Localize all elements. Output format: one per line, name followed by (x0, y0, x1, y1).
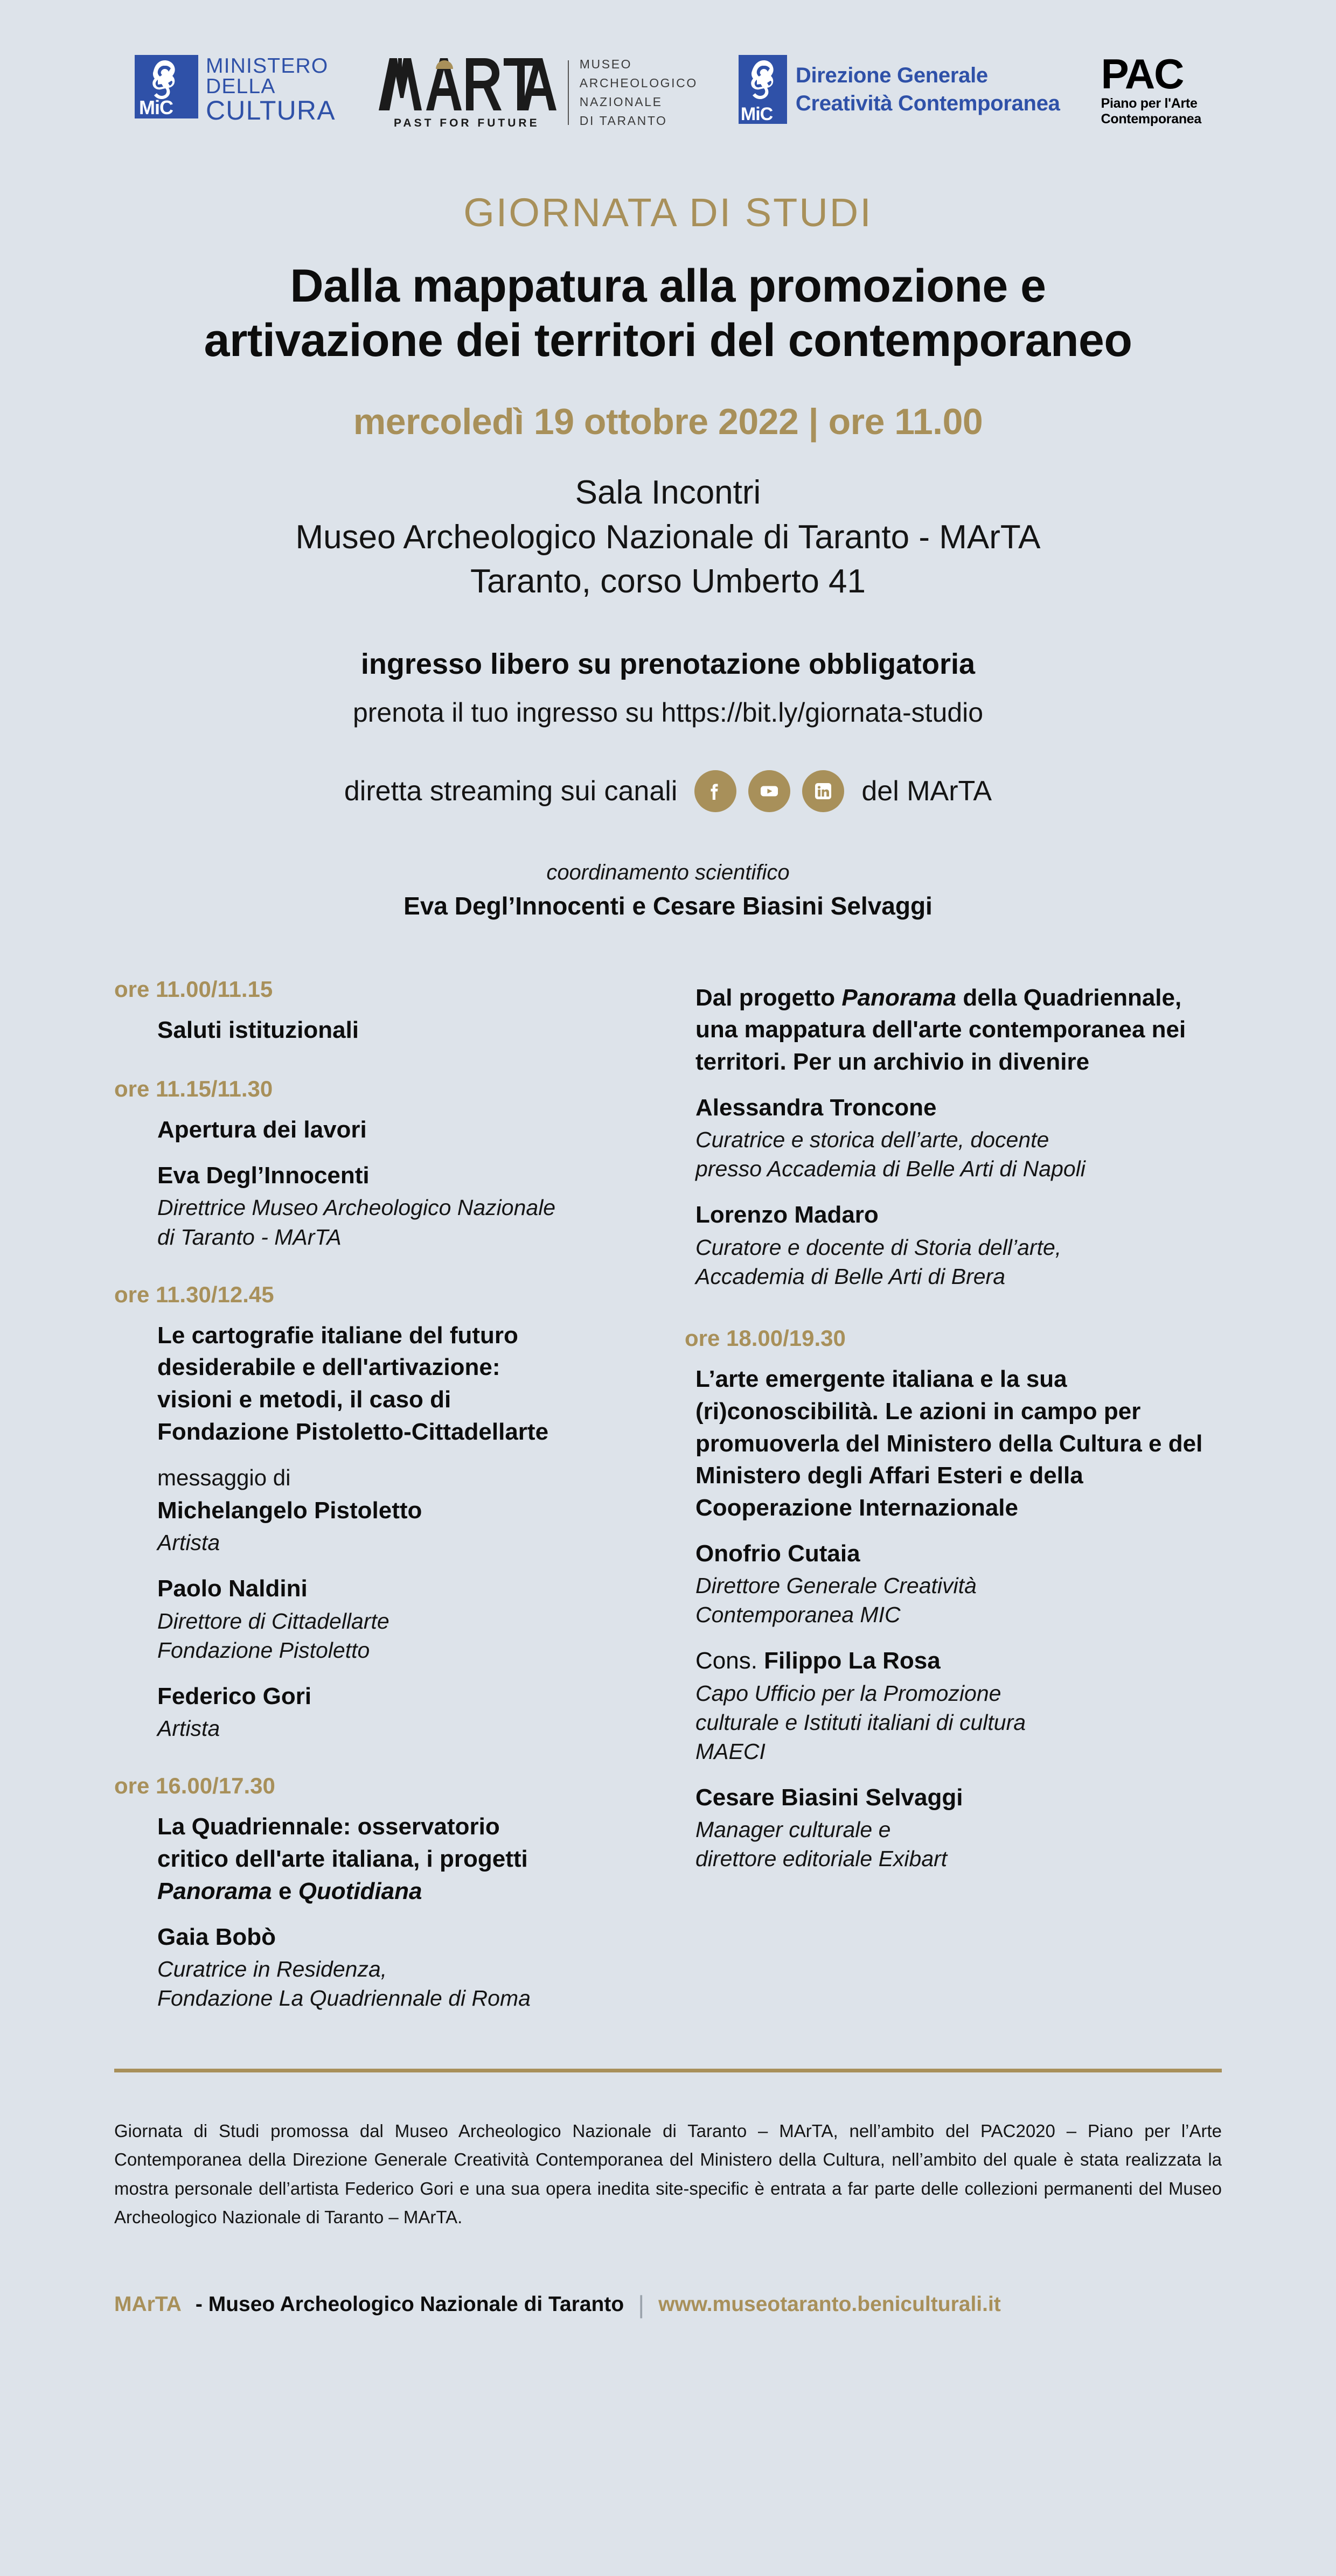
social-links (694, 770, 844, 812)
slot-topic: Apertura dei lavori (157, 1116, 367, 1143)
mic-wordmark-2: MiC (740, 104, 773, 124)
logo-ministero-della-cultura (135, 55, 336, 123)
program-slot (114, 976, 652, 1046)
slot-time: ore 11.00/11.15 (114, 976, 273, 1002)
topic-line: desiderabile e dell'artivazione: (157, 1354, 500, 1381)
speaker-role-line: Artista (157, 1715, 220, 1741)
topic-mid: e (272, 1877, 298, 1904)
speaker-role-line: Manager culturale e (695, 1817, 891, 1842)
ministero-line3: CULTURA (205, 95, 336, 125)
speaker-role-line: Artista (157, 1530, 220, 1555)
speaker-name: Federico Gori (157, 1683, 312, 1709)
slot-topic (695, 982, 1223, 1078)
speaker-role (157, 1193, 652, 1251)
speaker-role-line: Capo Ufficio per la Promozione (695, 1680, 1001, 1706)
slot-time: ore 11.15/11.30 (114, 1076, 273, 1102)
speaker-role (695, 1233, 1223, 1291)
mic-emblem-icon (135, 55, 198, 118)
speaker-name: Eva Degl’Innocenti (157, 1162, 370, 1189)
topic-pre: Dal progetto (695, 984, 842, 1011)
slot-time: ore 11.30/12.45 (114, 1281, 274, 1307)
speaker-name: Onofrio Cutaia (695, 1540, 860, 1567)
ministero-line2: DELLA (205, 74, 276, 98)
topic-em-2: Quotidiana (298, 1877, 422, 1904)
topic-line: La Quadriennale: osservatorio (157, 1813, 500, 1840)
marta-sub-4: DI TARANTO (579, 113, 667, 128)
speaker-role-line: culturale e Istituti italiani di cultura (695, 1709, 1026, 1735)
speaker-name-text: Filippo La Rosa (764, 1647, 941, 1674)
slot-time: ore 18.00/19.30 (685, 1325, 846, 1351)
venue-line-2: Museo Archeologico Nazionale di Taranto - MArTA (295, 518, 1041, 556)
topic-line: Le cartografie italiane del futuro (157, 1322, 518, 1349)
speaker-role-line: Contemporanea MIC (695, 1602, 901, 1628)
speaker-role (695, 1125, 1223, 1183)
speaker-role (695, 1571, 1223, 1629)
speaker-role-line: Fondazione Pistoletto (157, 1637, 370, 1663)
footer-divider (114, 2069, 1222, 2072)
speaker-role (157, 1528, 652, 1557)
facebook-icon[interactable] (694, 770, 736, 812)
program-column-left (114, 976, 652, 2013)
pac-line2: Contemporanea (1101, 111, 1202, 127)
speaker-name: Cesare Biasini Selvaggi (695, 1784, 963, 1811)
speaker-role (695, 1679, 1223, 1766)
speaker-role-line: Direttore di Cittadellarte (157, 1608, 389, 1633)
program-slot (114, 1282, 652, 1743)
speaker-role-line: Curatrice e storica dell’arte, docente (695, 1127, 1049, 1153)
mic-emblem-icon-2 (739, 55, 787, 124)
speaker-role (695, 1815, 1223, 1873)
speaker-role-line: Fondazione La Quadriennale di Roma (157, 1985, 531, 2010)
slot-topic: Saluti istituzionali (157, 1016, 359, 1043)
speaker-role-line: Direttore Generale Creatività (695, 1573, 977, 1598)
streaming-suffix: del MArTA (861, 775, 992, 807)
direzione-line2: Creatività Contemporanea (795, 92, 1060, 115)
topic-post: della Quadriennale, una mappatura dell'arte contemporanea nei territori. Per un archivio in divenire (695, 984, 1186, 1076)
footer-separator: | (638, 2290, 645, 2319)
speaker-name: Michelangelo Pistoletto (157, 1497, 422, 1524)
speaker-name: Gaia Bobò (157, 1923, 276, 1950)
speaker-role-line: Curatore e docente di Storia dell’arte, (695, 1234, 1062, 1260)
footer-website[interactable]: www.museotaranto.beniculturali.it (658, 2292, 1001, 2316)
speaker-role-line: Direttrice Museo Archeologico Nazionale (157, 1195, 556, 1220)
speaker-name: Lorenzo Madaro (695, 1202, 879, 1228)
slot-topic: L’arte emergente italiana e la sua (ri)conoscibilità. Le azioni in campo per promuoverla del Ministero della Cultura e del Ministero degli Affari Esteri e della Cooperazione Internazionale (695, 1365, 1203, 1521)
topic-line (157, 1875, 652, 1908)
program-slot (685, 1325, 1223, 1873)
pac-line1: Piano per l'Arte (1101, 96, 1198, 111)
event-datetime: mercoledì 19 ottobre 2022 | ore 11.00 (353, 401, 983, 443)
coordination-label: coordinamento scientifico (546, 860, 790, 884)
title-line-2: artivazione dei territori del contemporaneo (204, 314, 1132, 366)
speaker-role-line: MAECI (695, 1739, 766, 1764)
marta-wordmark-block (377, 55, 557, 130)
slot-time: ore 16.00/17.30 (114, 1773, 275, 1799)
ministero-text (206, 55, 336, 123)
speaker-role (157, 1607, 652, 1665)
venue-line-1: Sala Incontri (575, 474, 761, 512)
speaker-name: Paolo Naldini (157, 1575, 308, 1602)
slot-topic (157, 1320, 652, 1448)
speaker-name (695, 1645, 1223, 1676)
title-line-1: Dalla mappatura alla promozione e (290, 260, 1046, 312)
slot-topic (157, 1811, 652, 1907)
speaker-role-line: presso Accademia di Belle Arti di Napoli (695, 1156, 1086, 1182)
coordination-names: Eva Degl’Innocenti e Cesare Biasini Selvaggi (403, 891, 933, 920)
speaker-name: Alessandra Troncone (695, 1094, 937, 1121)
logo-divider (568, 60, 569, 125)
booking-notice: ingresso libero su prenotazione obbligatoria (360, 647, 976, 680)
speaker-role-line: di Taranto - MArTA (157, 1224, 342, 1249)
marta-sub-3: NAZIONALE (579, 94, 663, 109)
direzione-line1: Direzione Generale (795, 64, 988, 87)
topic-line: critico dell'arte italiana, i progetti (157, 1845, 528, 1872)
program-slot (685, 982, 1223, 1291)
footer-brand-name: - Museo Archeologico Nazionale di Taranto (195, 2292, 624, 2316)
program-grid (0, 976, 1336, 2013)
speaker-prefix: Cons. (695, 1647, 764, 1674)
marta-sub-1: MUSEO (579, 57, 632, 71)
marta-sub-2: ARCHEOLOGICO (579, 75, 698, 90)
marta-subtitle (580, 55, 698, 130)
program-slot (114, 1076, 652, 1251)
footer-note: Giornata di Studi promossa dal Museo Archeologico Nazionale di Taranto – MArTA, nell’ambito del PAC2020 – Piano per l’Arte Contemporanea della Direzione Generale Creatività Contemporanea del Ministero della Cultura, nell’ambito del quale è stata realizzata la mostra personale dell’artista Federico Gori e una sua opera inedita site-specific è entrata a far parte delle collezioni permanenti del Museo Archeologico Nazionale di Taranto – MArTA. (114, 2120, 1222, 2228)
ministero-line1: MINISTERO (205, 54, 329, 78)
speaker-role (157, 1714, 652, 1743)
venue-block (0, 471, 1336, 604)
marta-wordmark-icon (377, 55, 557, 111)
program-slot (114, 1773, 652, 2013)
venue-line-3: Taranto, corso Umberto 41 (470, 563, 866, 601)
direzione-text (796, 61, 1060, 117)
streaming-row (0, 770, 1336, 812)
booking-link-text[interactable]: prenota il tuo ingresso su https://bit.ly/giornata-studio (352, 697, 984, 728)
topic-em-1: Panorama (157, 1877, 272, 1904)
footer-brand-bar (114, 2290, 1222, 2319)
logo-direzione-generale (739, 55, 1060, 124)
program-column-right (685, 976, 1223, 1874)
footer-brand-marta: MArTA (114, 2292, 182, 2316)
speaker-role-line: direttore editoriale Exibart (695, 1846, 948, 1872)
logo-pac (1101, 50, 1202, 127)
logo-bar (0, 0, 1336, 145)
speaker-role-line: Accademia di Belle Arti di Brera (695, 1263, 1006, 1289)
kicker: GIORNATA DI STUDI (463, 190, 873, 235)
marta-tagline: PAST FOR FUTURE (393, 117, 540, 130)
logo-marta (377, 55, 698, 130)
page-title (0, 259, 1336, 367)
topic-line: visioni e metodi, il caso di (157, 1386, 451, 1413)
topic-line: Fondazione Pistoletto-Cittadellarte (157, 1419, 549, 1446)
speaker-role-line: Curatrice in Residenza, (157, 1956, 387, 1981)
message-lead: messaggio di (157, 1464, 291, 1490)
mic-wordmark: MiC (138, 96, 173, 118)
pac-acronym: PAC (1101, 50, 1184, 97)
speaker-role (157, 1954, 652, 2013)
topic-em: Panorama (841, 984, 957, 1011)
streaming-prefix: diretta streaming sui canali (344, 775, 678, 807)
linkedin-icon[interactable] (802, 770, 844, 812)
statue-glyph-icon-2 (743, 59, 782, 107)
youtube-icon[interactable] (748, 770, 790, 812)
